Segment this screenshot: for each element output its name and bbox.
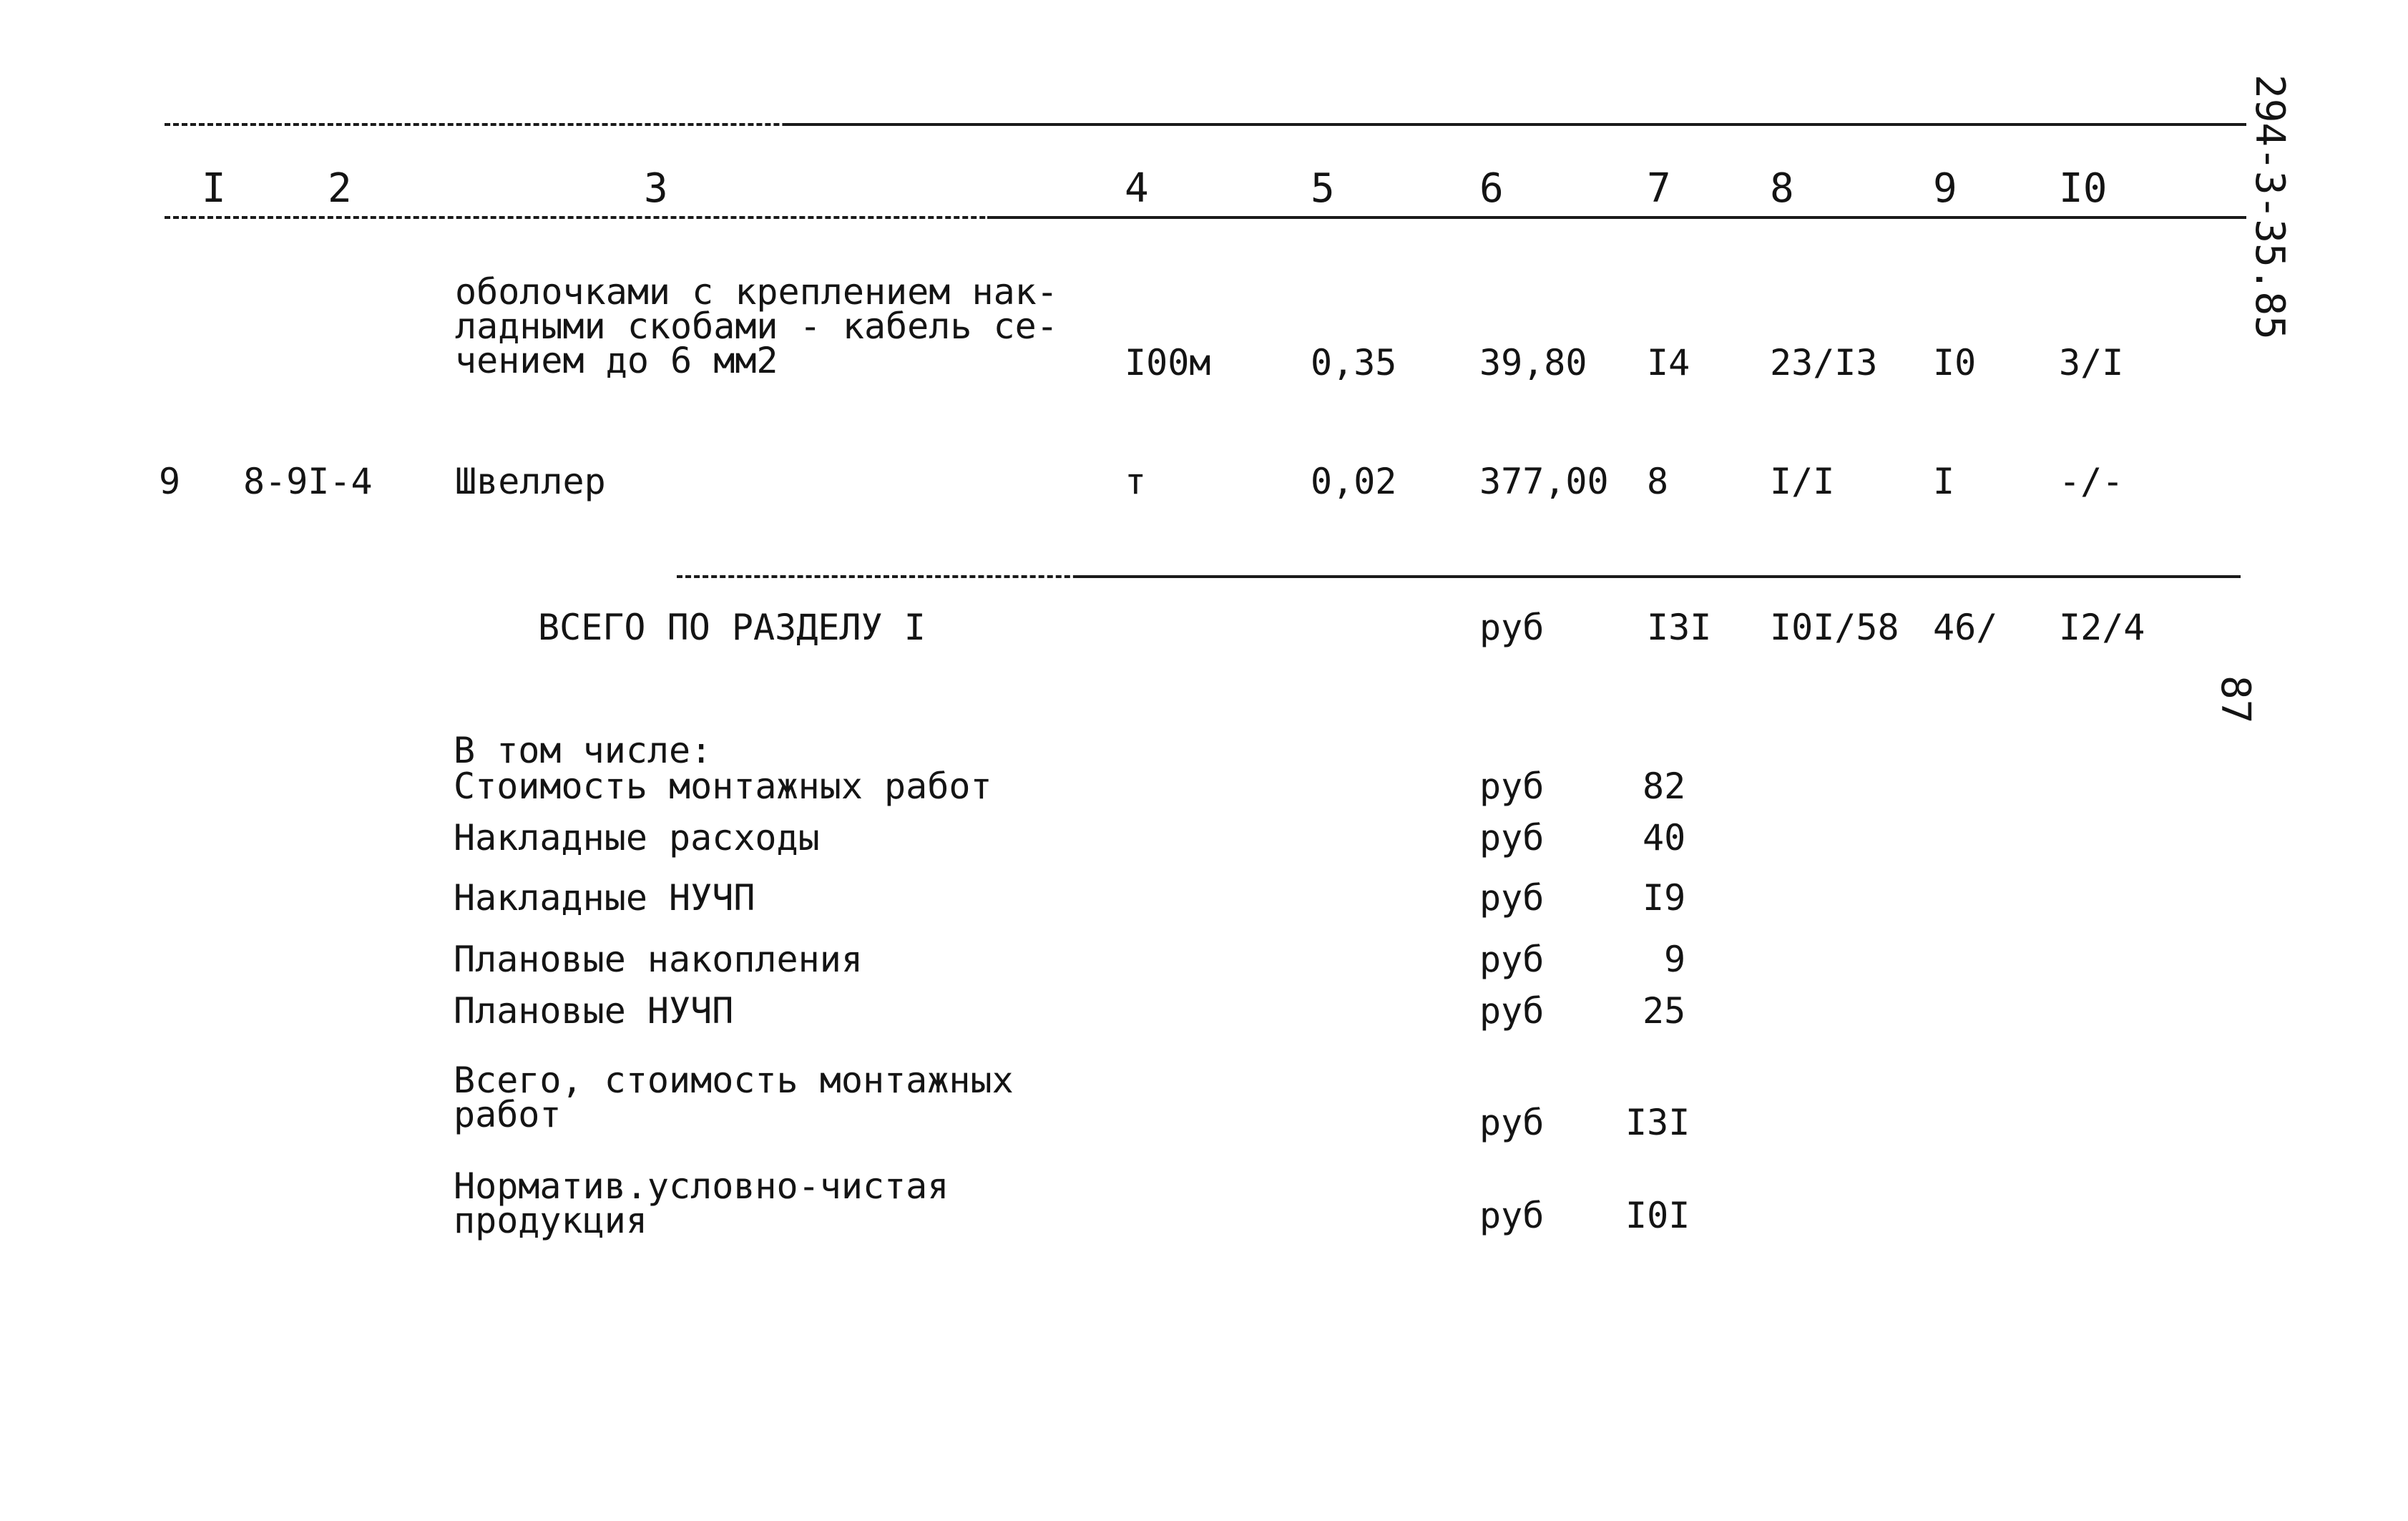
row-2-code: 8-9I-4 — [243, 461, 373, 502]
col-header-10: I0 — [2059, 165, 2108, 212]
row-1-price: 39,80 — [1479, 342, 1587, 383]
breakdown-value-7: I0I — [1625, 1195, 1690, 1236]
row-1-col10: 3/I — [2059, 342, 2124, 383]
col-header-1: I — [202, 165, 226, 212]
total-col8: I0I/58 — [1770, 607, 1899, 648]
row-2-qty: 0,02 — [1311, 461, 1397, 502]
total-col10: I2/4 — [2059, 607, 2145, 648]
breakdown-label-4: Плановые накопления — [454, 939, 863, 980]
row-1-col7: I4 — [1647, 342, 1690, 383]
row-2-unit: т — [1125, 461, 1147, 502]
breakdown-value-6: I3I — [1625, 1102, 1690, 1143]
col-header-4: 4 — [1125, 165, 1149, 212]
total-col7: I3I — [1647, 607, 1712, 648]
breakdown-unit-4: руб — [1479, 939, 1545, 980]
breakdown-unit-7: руб — [1479, 1195, 1545, 1236]
row-2-price: 377,00 — [1479, 461, 1609, 502]
breakdown-value-1: 82 — [1643, 766, 1686, 807]
total-rule-right — [1073, 575, 2241, 578]
breakdown-value-4: 9 — [1664, 939, 1686, 980]
breakdown-label-3: Накладные НУЧП — [454, 877, 755, 919]
col-header-6: 6 — [1479, 165, 1504, 212]
breakdown-intro: В том числе: — [454, 730, 713, 771]
col-header-3: 3 — [644, 165, 668, 212]
breakdown-unit-6: руб — [1479, 1102, 1545, 1143]
row-1-name: оболочками с креплением нак- ладными скобами - кабель се- чением до 6 мм2 — [455, 271, 1058, 381]
top-rule-right — [787, 123, 2246, 126]
breakdown-label-7: Норматив.условно-чистая продукция — [454, 1165, 949, 1241]
row-2-col10: -/- — [2059, 461, 2124, 502]
col-header-2: 2 — [328, 165, 352, 212]
breakdown-unit-5: руб — [1479, 990, 1545, 1032]
row-1-unit: I00м — [1125, 342, 1211, 383]
breakdown-unit-1: руб — [1479, 766, 1545, 807]
breakdown-label-2: Накладные расходы — [454, 817, 820, 859]
breakdown-unit-3: руб — [1479, 877, 1545, 919]
row-2-name: Швеллер — [455, 461, 606, 502]
document-code: 294-3-35.85 — [2246, 74, 2293, 340]
breakdown-label-6: Всего, стоимость монтажных работ — [454, 1060, 1014, 1135]
row-2-col9: I — [1933, 461, 1955, 502]
row-2-col8: I/I — [1770, 461, 1835, 502]
total-col9: 46/ — [1933, 607, 1998, 648]
breakdown-value-5: 25 — [1643, 990, 1686, 1032]
breakdown-value-3: I9 — [1643, 877, 1686, 919]
col-header-9: 9 — [1933, 165, 1957, 212]
breakdown-label-5: Плановые НУЧП — [454, 990, 734, 1032]
row-1-col9: I0 — [1933, 342, 1977, 383]
col-header-7: 7 — [1647, 165, 1671, 212]
breakdown-value-2: 40 — [1643, 817, 1686, 859]
col-header-5: 5 — [1311, 165, 1335, 212]
total-label: ВСЕГО ПО РАЗДЕЛУ I — [538, 607, 926, 648]
col-header-8: 8 — [1770, 165, 1794, 212]
total-unit: руб — [1479, 607, 1545, 648]
row-1-qty: 0,35 — [1311, 342, 1397, 383]
row-1-col8: 23/I3 — [1770, 342, 1878, 383]
page-number: 87 — [2212, 675, 2258, 724]
header-rule-right — [987, 216, 2246, 219]
row-2-col7: 8 — [1647, 461, 1669, 502]
breakdown-label-1: Стоимость монтажных работ — [454, 766, 992, 807]
breakdown-unit-2: руб — [1479, 817, 1545, 859]
row-2-num: 9 — [159, 461, 181, 502]
